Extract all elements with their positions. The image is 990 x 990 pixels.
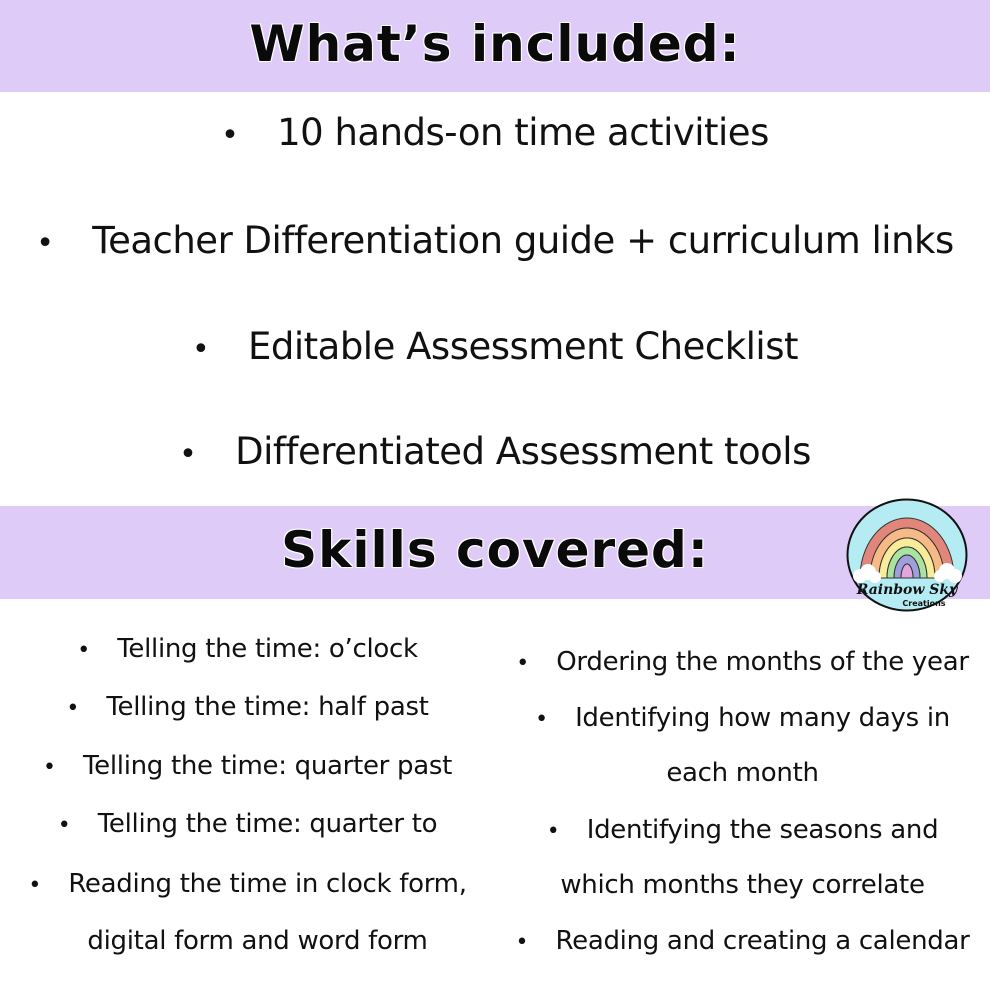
- list-item-continuation: [495, 756, 990, 790]
- list-item-label: Telling the time: quarter to: [97, 809, 438, 839]
- list-item: [495, 924, 990, 960]
- list-item-label: Telling the time: o’clock: [117, 634, 418, 664]
- section-title-skills-covered: Skills covered:: [281, 521, 709, 579]
- svg-text:Rainbow Sky: Rainbow Sky: [856, 582, 958, 598]
- svg-text:Creations: Creations: [902, 599, 946, 608]
- list-item-continuation: [495, 868, 990, 902]
- list-item-label: Telling the time: half past: [106, 692, 429, 722]
- bullet-icon: •: [42, 755, 56, 780]
- list-item: [0, 807, 495, 843]
- list-item-label: Reading the time in clock form,: [68, 869, 467, 899]
- list-item-label: 10 hands-on time activities: [277, 111, 769, 154]
- bullet-icon: •: [28, 873, 42, 898]
- list-item-label: Editable Assessment Checklist: [248, 325, 798, 368]
- skills-right-column: [495, 0, 990, 990]
- list-item: [495, 701, 990, 737]
- list-item: [495, 645, 990, 681]
- bullet-icon: •: [57, 813, 71, 838]
- list-item-continuation: [0, 924, 495, 958]
- list-item-label: Telling the time: quarter past: [82, 751, 452, 781]
- page-title-whats-included: What’s included:: [249, 15, 741, 73]
- list-item-label: Identifying how many days in: [575, 703, 950, 733]
- bullet-icon: •: [546, 819, 560, 844]
- bullet-icon: •: [66, 696, 80, 721]
- list-item-label: Teacher Differentiation guide + curriculum links: [92, 219, 954, 262]
- list-item: [0, 867, 495, 903]
- list-item-label: Reading and creating a calendar: [555, 926, 970, 956]
- list-item: [0, 690, 495, 726]
- bullet-icon: •: [179, 437, 197, 472]
- bullet-icon: •: [515, 930, 529, 955]
- list-item-label: Ordering the months of the year: [556, 647, 969, 677]
- list-item-label: Identifying the seasons and: [586, 815, 939, 845]
- list-item-label: digital form and word form: [87, 926, 428, 956]
- list-item-label: which months they correlate: [560, 870, 925, 900]
- list-item-label: each month: [666, 758, 819, 788]
- bullet-icon: •: [77, 638, 90, 663]
- bullet-icon: •: [221, 118, 239, 153]
- bullet-icon: •: [192, 332, 210, 367]
- bullet-icon: •: [535, 707, 548, 732]
- bullet-icon: •: [516, 651, 529, 676]
- list-item-label: Differentiated Assessment tools: [235, 430, 811, 473]
- bullet-icon: •: [36, 226, 54, 261]
- list-item: [495, 813, 990, 849]
- list-item: [0, 632, 495, 668]
- list-item: [0, 749, 495, 785]
